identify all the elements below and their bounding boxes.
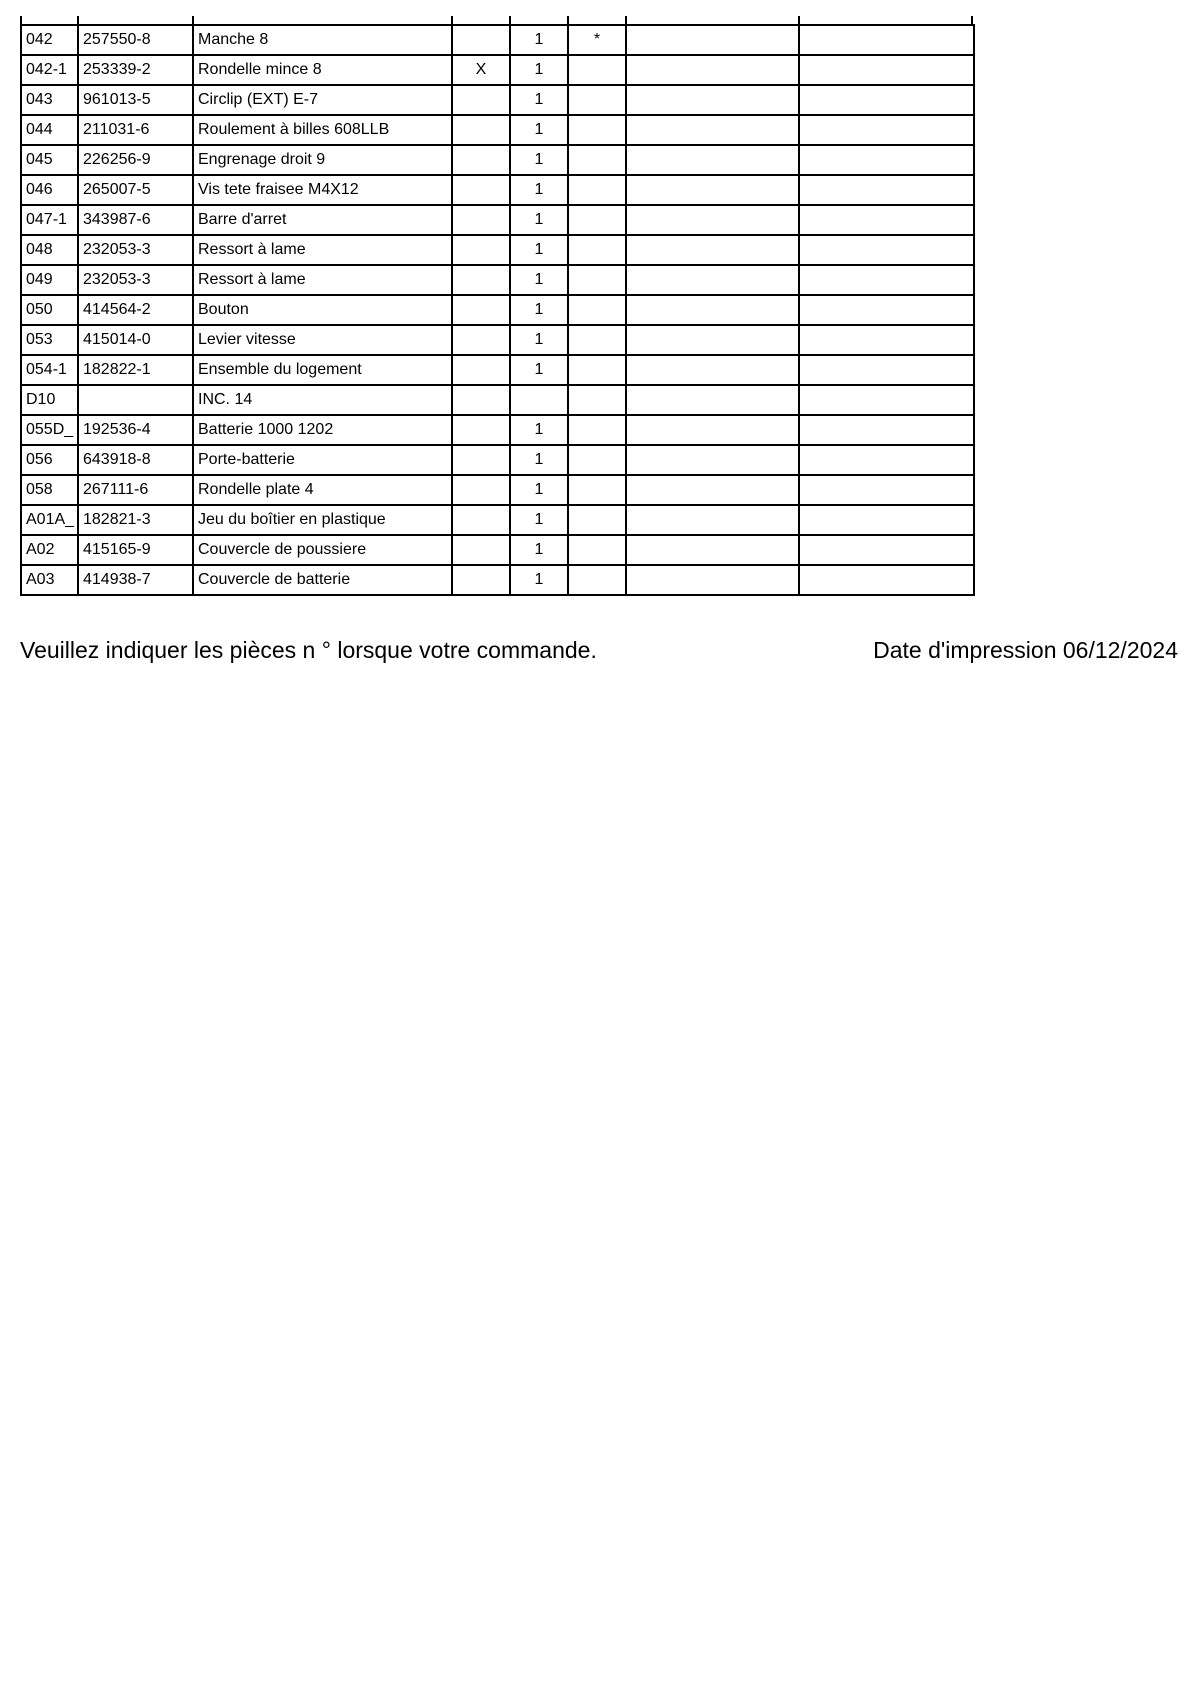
description-cell: Roulement à billes 608LLB: [193, 115, 452, 145]
note-cell: *: [568, 25, 626, 55]
parts-table: [20, 24, 975, 596]
blank-cell-b: [799, 385, 974, 415]
quantity-cell: 1: [510, 235, 568, 265]
blank-cell-b: [799, 355, 974, 385]
item-number-cell: 042: [21, 25, 78, 55]
description-cell: Couvercle de batterie: [193, 565, 452, 595]
blank-cell-a: [626, 265, 799, 295]
blank-cell-a: [626, 565, 799, 595]
blank-cell-a: [626, 355, 799, 385]
mark-cell: [452, 565, 510, 595]
blank-cell-b: [799, 445, 974, 475]
part-number-cell: 232053-3: [78, 235, 193, 265]
part-number-cell: 961013-5: [78, 85, 193, 115]
part-number-cell: 267111-6: [78, 475, 193, 505]
blank-cell-a: [626, 115, 799, 145]
table-row: [21, 85, 974, 115]
note-cell: [568, 55, 626, 85]
table-row: [21, 295, 974, 325]
item-number-cell: A02: [21, 535, 78, 565]
note-cell: [568, 325, 626, 355]
blank-cell-a: [626, 295, 799, 325]
mark-cell: [452, 145, 510, 175]
item-number-cell: A03: [21, 565, 78, 595]
note-cell: [568, 205, 626, 235]
item-number-cell: 049: [21, 265, 78, 295]
note-cell: [568, 535, 626, 565]
part-number-cell: 182822-1: [78, 355, 193, 385]
note-cell: [568, 85, 626, 115]
blank-cell-a: [626, 205, 799, 235]
item-number-cell: D10: [21, 385, 78, 415]
quantity-cell: 1: [510, 175, 568, 205]
part-number-cell: [78, 385, 193, 415]
order-instruction-note: Veuillez indiquer les pièces n ° lorsque votre commande.: [20, 637, 597, 663]
note-cell: [568, 565, 626, 595]
part-number-cell: 253339-2: [78, 55, 193, 85]
note-cell: [568, 475, 626, 505]
table-row: [21, 445, 974, 475]
table-row: [21, 175, 974, 205]
blank-cell-a: [626, 475, 799, 505]
item-number-cell: 043: [21, 85, 78, 115]
print-date: Date d'impression 06/12/2024: [873, 637, 1178, 663]
table-row: [21, 235, 974, 265]
mark-cell: [452, 355, 510, 385]
blank-cell-a: [626, 235, 799, 265]
description-cell: Levier vitesse: [193, 325, 452, 355]
blank-cell-a: [626, 325, 799, 355]
part-number-cell: 343987-6: [78, 205, 193, 235]
table-row: [21, 475, 974, 505]
part-number-cell: 643918-8: [78, 445, 193, 475]
blank-cell-b: [799, 565, 974, 595]
table-row: [21, 25, 974, 55]
note-cell: [568, 415, 626, 445]
quantity-cell: [510, 385, 568, 415]
item-number-cell: 044: [21, 115, 78, 145]
description-cell: Ressort à lame: [193, 235, 452, 265]
mark-cell: [452, 205, 510, 235]
blank-cell-b: [799, 175, 974, 205]
note-cell: [568, 295, 626, 325]
description-cell: Barre d'arret: [193, 205, 452, 235]
quantity-cell: 1: [510, 325, 568, 355]
table-row: [21, 505, 974, 535]
mark-cell: [452, 25, 510, 55]
note-cell: [568, 445, 626, 475]
part-number-cell: 265007-5: [78, 175, 193, 205]
description-cell: Bouton: [193, 295, 452, 325]
mark-cell: [452, 385, 510, 415]
table-row: [21, 265, 974, 295]
blank-cell-b: [799, 115, 974, 145]
table-row: [21, 565, 974, 595]
mark-cell: X: [452, 55, 510, 85]
description-cell: Jeu du boîtier en plastique: [193, 505, 452, 535]
table-row: [21, 145, 974, 175]
description-cell: INC. 14: [193, 385, 452, 415]
mark-cell: [452, 505, 510, 535]
description-cell: Circlip (EXT) E-7: [193, 85, 452, 115]
blank-cell-b: [799, 295, 974, 325]
quantity-cell: 1: [510, 295, 568, 325]
mark-cell: [452, 475, 510, 505]
blank-cell-b: [799, 205, 974, 235]
mark-cell: [452, 415, 510, 445]
part-number-cell: 414564-2: [78, 295, 193, 325]
blank-cell-b: [799, 145, 974, 175]
item-number-cell: A01A_: [21, 505, 78, 535]
part-number-cell: 414938-7: [78, 565, 193, 595]
part-number-cell: 415014-0: [78, 325, 193, 355]
mark-cell: [452, 535, 510, 565]
item-number-cell: 054-1: [21, 355, 78, 385]
table-row: [21, 385, 974, 415]
blank-cell-a: [626, 175, 799, 205]
quantity-cell: 1: [510, 535, 568, 565]
description-cell: Vis tete fraisee M4X12: [193, 175, 452, 205]
note-cell: [568, 115, 626, 145]
part-number-cell: 232053-3: [78, 265, 193, 295]
description-cell: Rondelle plate 4: [193, 475, 452, 505]
blank-cell-b: [799, 325, 974, 355]
mark-cell: [452, 235, 510, 265]
note-cell: [568, 385, 626, 415]
part-number-cell: 192536-4: [78, 415, 193, 445]
quantity-cell: 1: [510, 25, 568, 55]
part-number-cell: 226256-9: [78, 145, 193, 175]
part-number-cell: 415165-9: [78, 535, 193, 565]
table-row: [21, 415, 974, 445]
item-number-cell: 050: [21, 295, 78, 325]
table-row: [21, 325, 974, 355]
quantity-cell: 1: [510, 475, 568, 505]
note-cell: [568, 175, 626, 205]
blank-cell-b: [799, 55, 974, 85]
mark-cell: [452, 175, 510, 205]
description-cell: Batterie 1000 1202: [193, 415, 452, 445]
part-number-cell: 211031-6: [78, 115, 193, 145]
blank-cell-b: [799, 535, 974, 565]
table-row: [21, 355, 974, 385]
note-cell: [568, 145, 626, 175]
note-cell: [568, 265, 626, 295]
parts-table-container: [20, 16, 973, 596]
mark-cell: [452, 325, 510, 355]
blank-cell-a: [626, 385, 799, 415]
item-number-cell: 056: [21, 445, 78, 475]
item-number-cell: 058: [21, 475, 78, 505]
blank-cell-b: [799, 265, 974, 295]
quantity-cell: 1: [510, 115, 568, 145]
description-cell: Rondelle mince 8: [193, 55, 452, 85]
quantity-cell: 1: [510, 565, 568, 595]
description-cell: Manche 8: [193, 25, 452, 55]
table-row: [21, 115, 974, 145]
item-number-cell: 045: [21, 145, 78, 175]
blank-cell-a: [626, 445, 799, 475]
mark-cell: [452, 115, 510, 145]
quantity-cell: 1: [510, 355, 568, 385]
mark-cell: [452, 445, 510, 475]
item-number-cell: 053: [21, 325, 78, 355]
blank-cell-a: [626, 145, 799, 175]
quantity-cell: 1: [510, 265, 568, 295]
description-cell: Engrenage droit 9: [193, 145, 452, 175]
part-number-cell: 182821-3: [78, 505, 193, 535]
item-number-cell: 046: [21, 175, 78, 205]
part-number-cell: 257550-8: [78, 25, 193, 55]
blank-cell-a: [626, 55, 799, 85]
description-cell: Couvercle de poussiere: [193, 535, 452, 565]
table-row: [21, 55, 974, 85]
description-cell: Ensemble du logement: [193, 355, 452, 385]
blank-cell-a: [626, 85, 799, 115]
blank-cell-a: [626, 415, 799, 445]
note-cell: [568, 505, 626, 535]
table-row: [21, 535, 974, 565]
quantity-cell: 1: [510, 505, 568, 535]
quantity-cell: 1: [510, 85, 568, 115]
quantity-cell: 1: [510, 55, 568, 85]
quantity-cell: 1: [510, 145, 568, 175]
table-row: [21, 205, 974, 235]
note-cell: [568, 355, 626, 385]
blank-cell-b: [799, 25, 974, 55]
quantity-cell: 1: [510, 415, 568, 445]
item-number-cell: 055D_: [21, 415, 78, 445]
blank-cell-b: [799, 505, 974, 535]
mark-cell: [452, 295, 510, 325]
blank-cell-a: [626, 535, 799, 565]
mark-cell: [452, 85, 510, 115]
blank-cell-a: [626, 505, 799, 535]
item-number-cell: 048: [21, 235, 78, 265]
note-cell: [568, 235, 626, 265]
table-top-cut-edge: [20, 16, 973, 24]
blank-cell-b: [799, 475, 974, 505]
blank-cell-b: [799, 415, 974, 445]
quantity-cell: 1: [510, 445, 568, 475]
item-number-cell: 047-1: [21, 205, 78, 235]
description-cell: Ressort à lame: [193, 265, 452, 295]
item-number-cell: 042-1: [21, 55, 78, 85]
quantity-cell: 1: [510, 205, 568, 235]
blank-cell-a: [626, 25, 799, 55]
mark-cell: [452, 265, 510, 295]
blank-cell-b: [799, 235, 974, 265]
description-cell: Porte-batterie: [193, 445, 452, 475]
parts-table-body: [21, 25, 974, 595]
blank-cell-b: [799, 85, 974, 115]
